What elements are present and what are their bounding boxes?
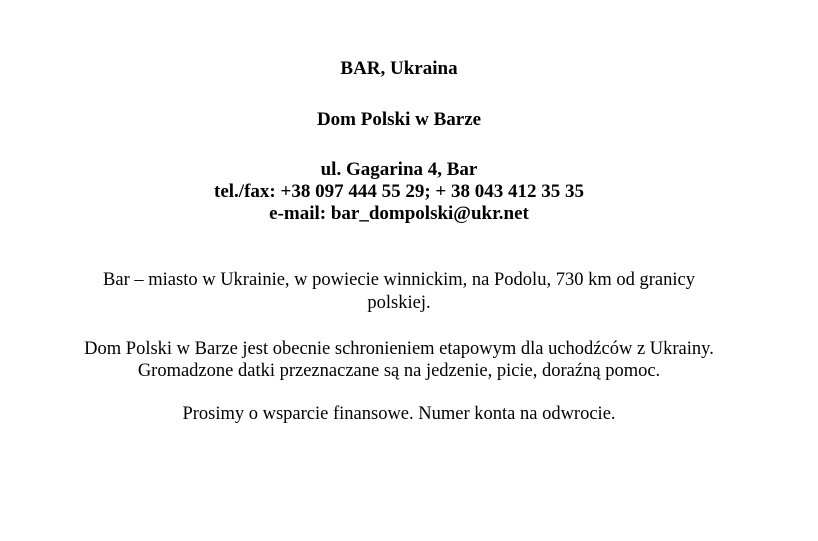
address-line: ul. Gagarina 4, Bar: [320, 159, 478, 180]
paragraph-location-line-2: polskiej.: [367, 293, 431, 313]
document-title: BAR, Ukraina: [340, 58, 458, 79]
paragraph-shelter-line-2: Gromadzone datki przeznaczane są na jedzenie, picie, doraźną pomoc.: [137, 361, 661, 381]
organization-name: Dom Polski w Barze: [316, 109, 482, 130]
paragraph-location-line-1: Bar – miasto w Ukrainie, w powiecie winnickim, na Podolu, 730 km od granicy: [103, 270, 695, 290]
email-line: e-mail: bar_dompolski@ukr.net: [269, 203, 529, 224]
paragraph-shelter-line-1: Dom Polski w Barze jest obecnie schronieniem etapowym dla uchodźców z Ukrainy.: [84, 339, 714, 359]
phone-line: tel./fax: +38 097 444 55 29; + 38 043 412 35 35: [214, 181, 584, 202]
paragraph-support-request: Prosimy o wsparcie finansowe. Numer konta na odwrocie.: [182, 404, 616, 424]
